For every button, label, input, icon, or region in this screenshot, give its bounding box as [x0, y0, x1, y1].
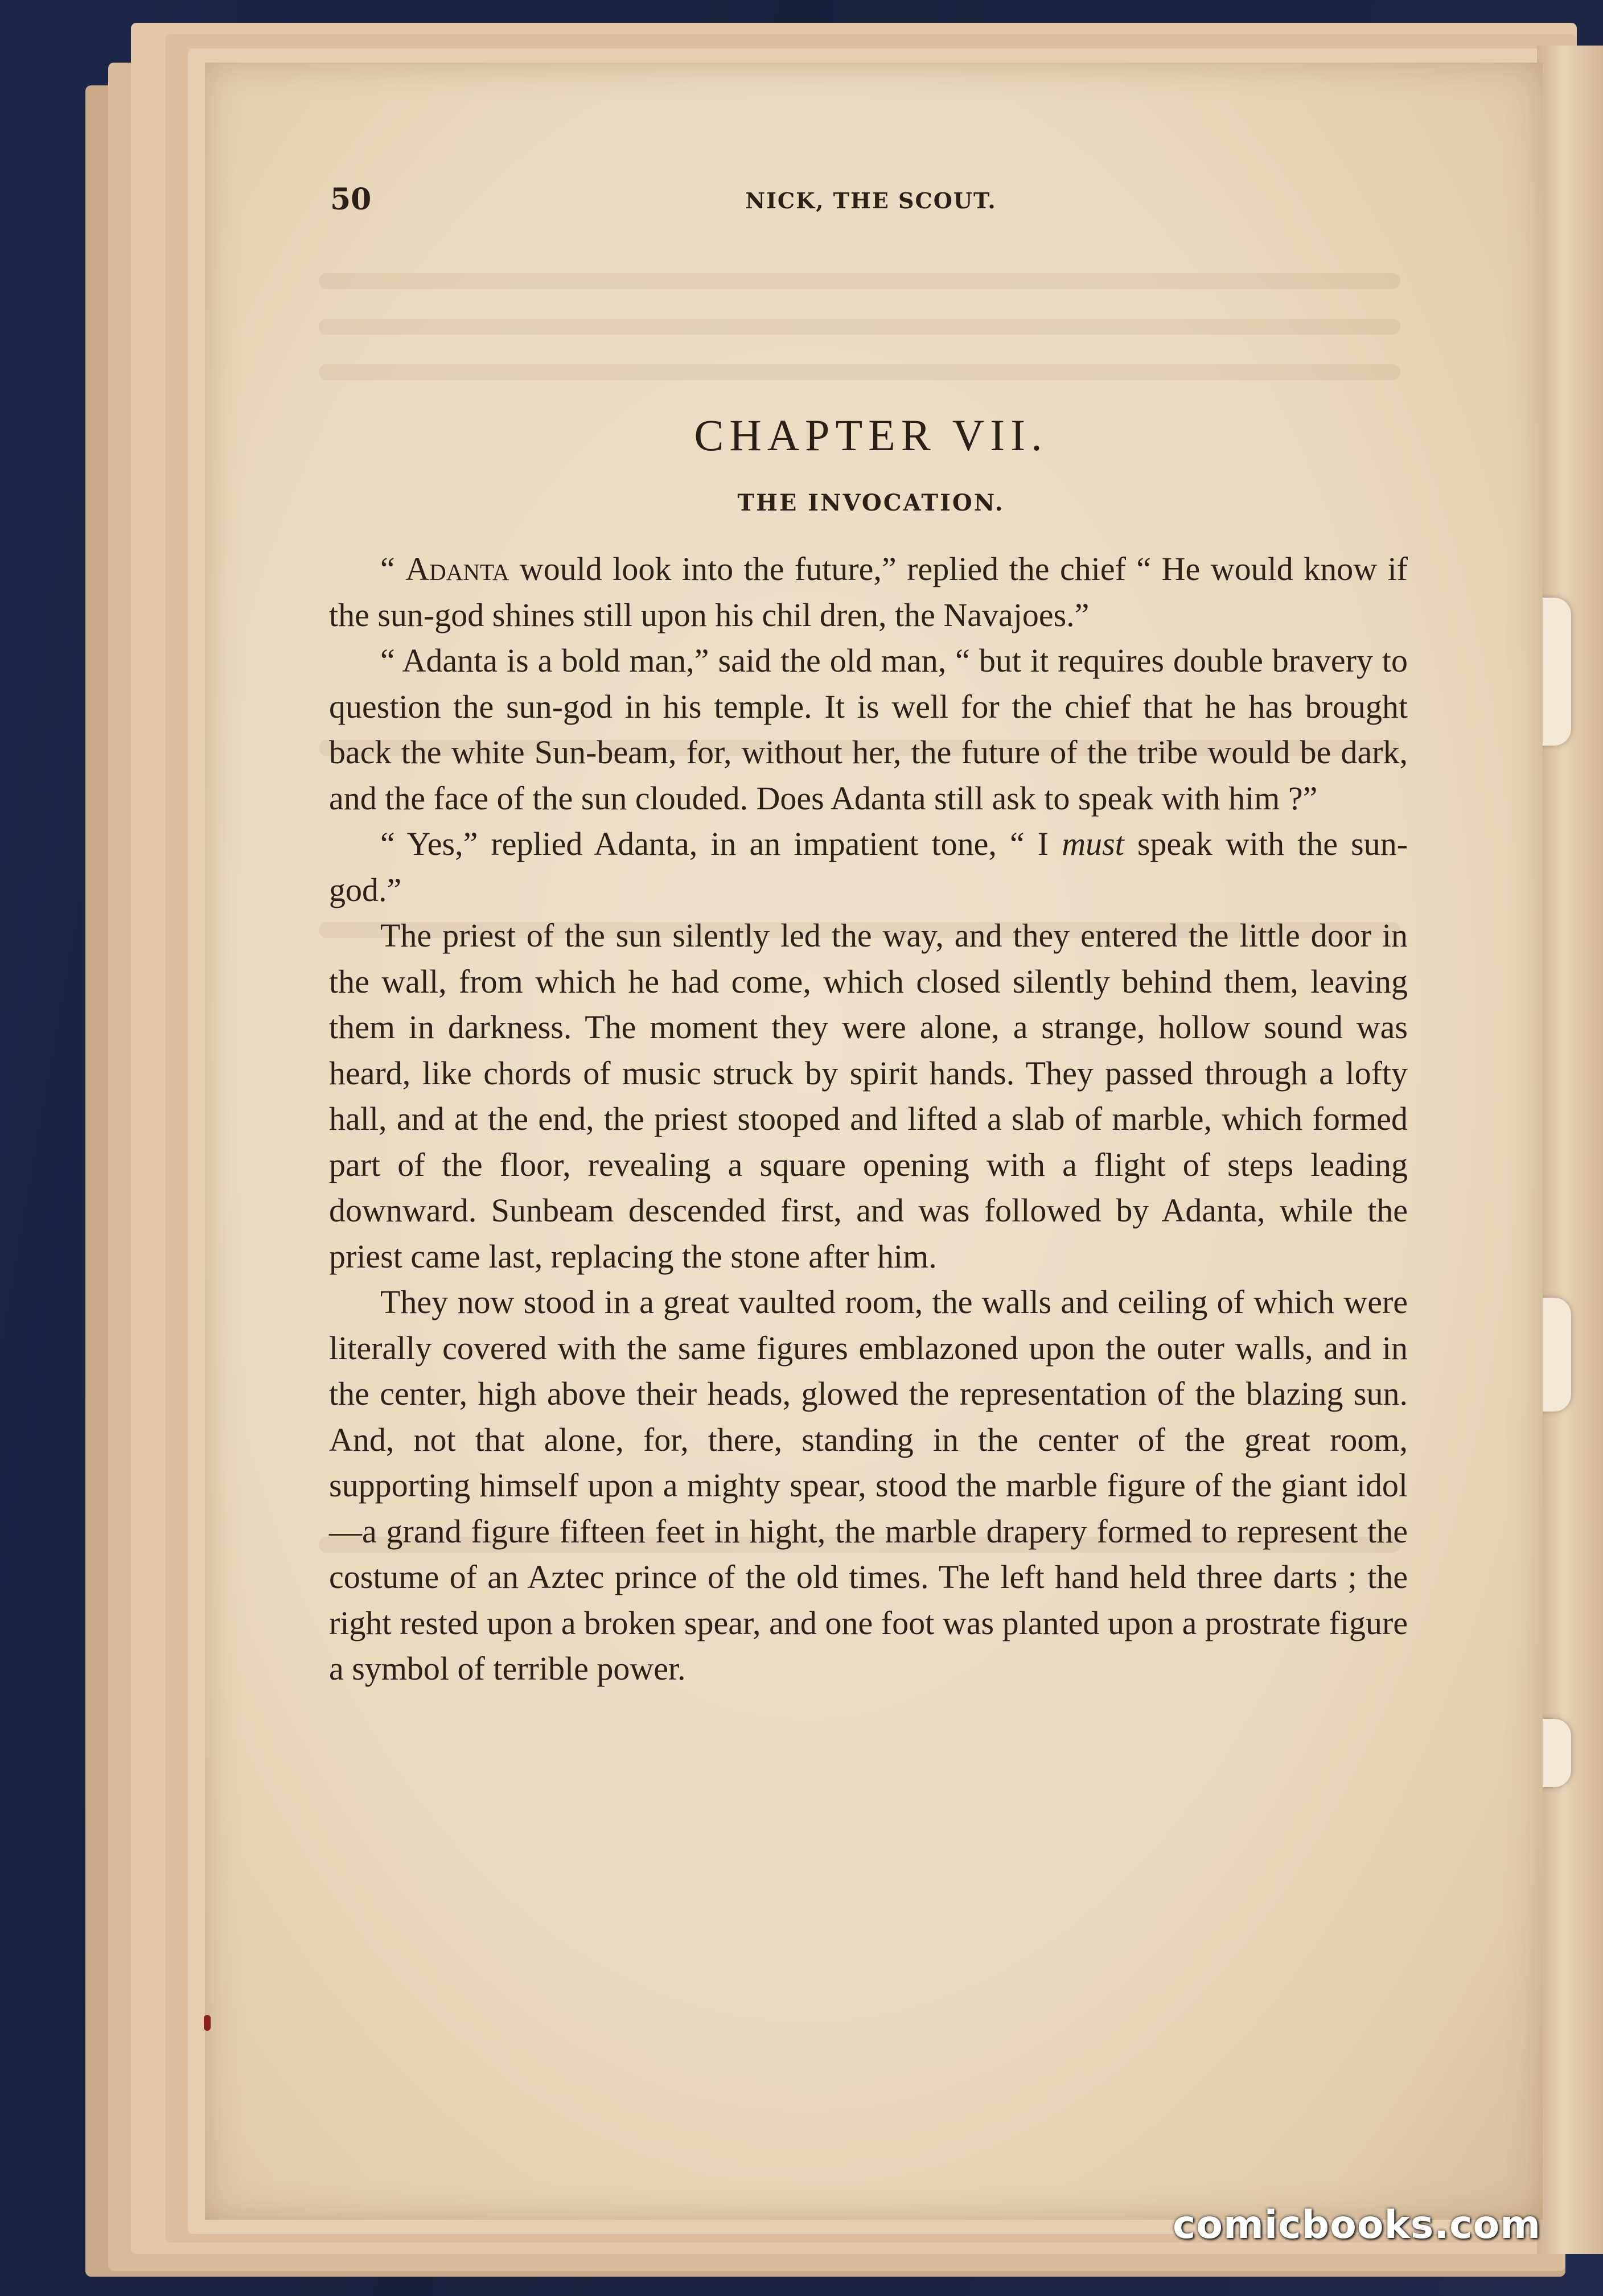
body-text [329, 546, 1408, 1692]
bleed-through-line [319, 319, 1400, 335]
page-header [330, 182, 1412, 228]
bleed-through-line [319, 364, 1400, 380]
paragraph-1-rest: would look into the future,” replied the chief “ He would know if the sun-god shines still upon his chil dren, the Navajoes.” [329, 550, 1408, 633]
paragraph-1-open-quote: “ [380, 550, 406, 587]
paragraph-3 [329, 821, 1408, 913]
paragraph-3-emphasis: must [1062, 825, 1124, 862]
paragraph-4: The priest of the sun silently led the way, and they entered the little door in the wall, from which he had come, which closed silently behind them, leaving them in darkness. The moment they were alone, a strange, hollow sound was heard, like chords of music struck by spirit hands. They passed through a lofty hall, and at the end, the priest stooped and lifted a slab of marble, which formed part of the floor, revealing a square opening with a flight of steps leading downward. Sunbeam descended first, and was followed by Adanta, while the priest came last, replacing the stone after him. [329, 917, 1408, 1275]
paragraph-1 [329, 546, 1408, 638]
paragraph-5: They now stood in a great vaulted room, the walls and ceiling of which were literally covered with the same figures emblazoned upon the outer walls, and in the center, high above their heads, glowed the representation of the blazing sun. And, not that alone, for, there, standing in the center of the great room, supporting himself upon a mighty spear, stood the marble figure of the giant idol—a grand figure fifteen feet in hight, the marble drapery formed to represent the costume of an Aztec prince of the old times. The left hand held three darts ; the right rested upon a broken spear, and one foot was planted upon a prostrate figure a symbol of terrible power. [329, 1283, 1408, 1687]
ink-mark [204, 2015, 211, 2031]
chapter-title: CHAPTER VII. [694, 410, 1048, 460]
paragraph-1-smallcaps: Adanta [405, 550, 509, 587]
paragraph-3-before: “ Yes,” replied Adanta, in an impatient tone, “ I [380, 825, 1062, 862]
paragraph-2: “ Adanta is a bold man,” said the old man, “ but it requires double bravery to question the sun-god in his temple. It is well for the chief that he has brought back the white Sun-beam, for, without her, the future of the tribe would be dark, and the face of the sun clouded. Does Adanta still ask to speak with him ?” [329, 642, 1408, 817]
running-title: NICK, THE SCOUT. [745, 188, 997, 213]
watermark: comicbooks.com [1173, 2203, 1542, 2248]
chapter-subtitle: THE INVOCATION. [737, 489, 1005, 516]
page-number: 50 [330, 182, 372, 217]
bleed-through-line [319, 273, 1400, 289]
paragraph-3-after: speak with the sun-god.” [329, 825, 1408, 908]
facing-page-edge [1537, 46, 1603, 2254]
